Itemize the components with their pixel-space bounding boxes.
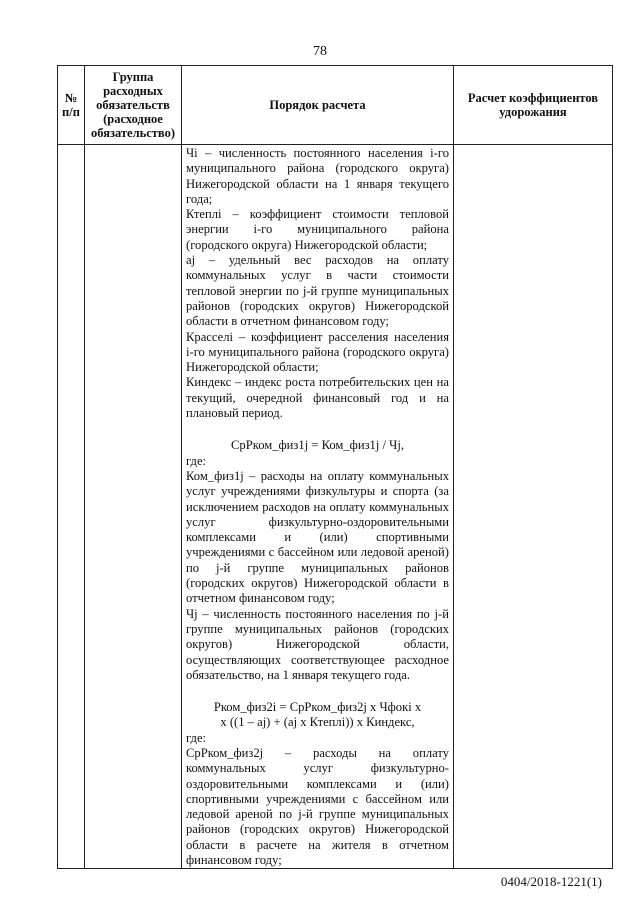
procedure-paragraph: Чi – численность постоянного населения i-го муниципального района (городского округа) Нижегородской области на 1 января текущего года;: [186, 146, 449, 206]
procedure-paragraph: СрРком_физ2j – расходы на оплату коммунальных услуг физкультурно-оздоровительными комплексами и (или) спортивными учреждениями с бассейном или ледовой ареной по j-й группе муниципальных районов (городских округов) Нижегородской области в расчете на жителя в отчетном финансовом году;: [186, 745, 449, 868]
cell-procedure: [182, 145, 454, 869]
document-code: 0404/2018-1221(1): [500, 874, 602, 889]
cell-num: [58, 145, 85, 869]
formula-2-line-1: Рком_физ2i = СрРком_физ2j х Чфокi х: [213, 700, 422, 715]
procedure-paragraph: Ктеплi – коэффициент стоимости тепловой энергии i-го муниципального района (городского округа) Нижегородской области;: [186, 207, 449, 252]
table-body-row: [58, 145, 613, 869]
procedure-paragraph: Киндекс – индекс роста потребительских цен на текущий, очередной финансовый год и на плановый период.: [186, 375, 449, 421]
header-num: № п/п: [58, 66, 85, 145]
table-header-row: [58, 66, 613, 145]
procedure-paragraph: Чj – численность постоянного населения по j-й группе муниципальных районов (городских округов) Нижегородской области, осуществляющих соответствующее расходное обязательство, на 1 января текущего года.: [186, 606, 449, 682]
calculation-table: [57, 65, 613, 869]
header-group: Группа расходных обязательств (расходное обязательство): [85, 66, 182, 145]
cell-coefficients: [454, 145, 613, 869]
formula-2-line-2: х ((1 – аj) + (аj х Ктеплi)) х Киндекс,: [220, 715, 415, 730]
formula-1: СрРком_физ1j = Ком_физ1j / Чj,: [231, 438, 404, 453]
cell-group: [85, 145, 182, 869]
procedure-paragraph: Ком_физ1j – расходы на оплату коммунальных услуг учреждениями физкультуры и спорта (за исключением расходов на оплату коммунальных услуг физкультурно-оздоровительными комплексами и (или) спортивными учреждениями с бассейном или ледовой ареной) по j-й группе муниципальных районов (городских округов) Нижегородской области в отчетном финансовом году;: [186, 468, 449, 606]
header-coefficients: Расчет коэффициентов удорожания: [454, 66, 613, 145]
where-label: где:: [186, 730, 207, 745]
procedure-paragraph: Красселi – коэффициент расселения населения i-го муниципального района (городского округа) Нижегородской области;: [186, 329, 449, 375]
page-number: 78: [313, 44, 327, 59]
header-procedure: Порядок расчета: [182, 66, 454, 145]
procedure-paragraph: аj – удельный вес расходов на оплату коммунальных услуг в части стоимости тепловой энергии по j-й группе муниципальных районов (городских округов) Нижегородской области в отчетном финансовом году;: [186, 253, 449, 329]
where-label: где:: [186, 453, 207, 468]
